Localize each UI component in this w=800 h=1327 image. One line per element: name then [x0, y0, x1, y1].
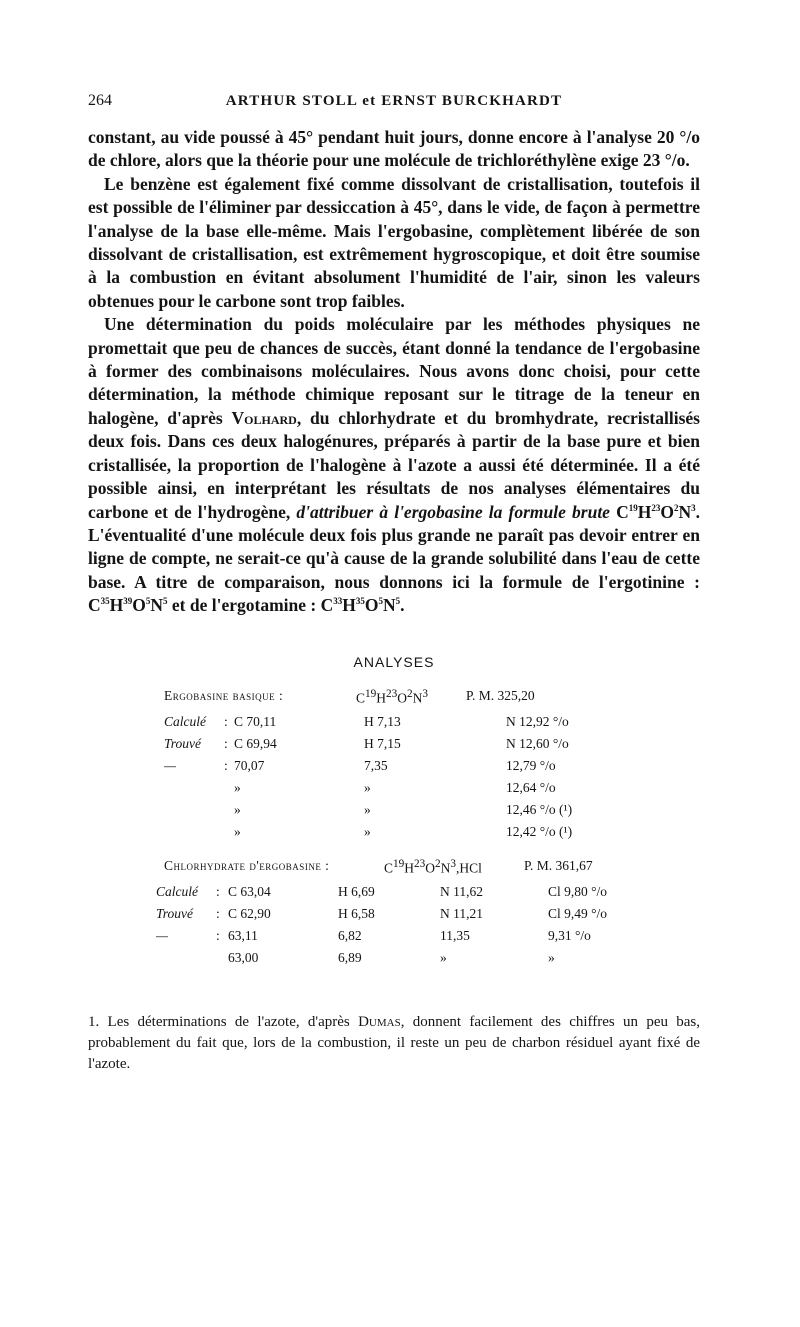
paragraph-3-part-d: et de l'ergotamine :: [171, 595, 317, 616]
table-cell-h: 6,89: [338, 949, 362, 965]
table-1-label: Ergobasine basique :: [164, 687, 284, 703]
table-cell-h: »: [364, 779, 371, 795]
table-cell-label: —: [156, 927, 169, 943]
table-cell-cl: 9,31 °/o: [548, 927, 591, 943]
table-cell-n: 12,64 °/o: [506, 779, 556, 795]
formula-ergotinine: $C^{35}H^{39}O^5N^5$: [88, 595, 168, 616]
table-cell-h: »: [364, 823, 371, 839]
table-cell-c: C 70,11: [234, 713, 277, 729]
table-cell-n: »: [440, 949, 447, 965]
table-cell-c: »: [234, 801, 241, 817]
table-cell-n: 12,46 °/o (¹): [506, 801, 573, 817]
formula-ergotamine: $C^{33}H^{35}O^5N^5$.: [320, 595, 405, 616]
italic-phrase: d'attribuer à l'ergobasine la formule brute: [296, 501, 610, 522]
table-cell-label: —: [164, 757, 177, 773]
table-1-molecular-weight: P. M. 325,20: [466, 687, 535, 703]
table-cell-n: N 12,60 °/o: [506, 735, 569, 751]
table-cell-c: 63,11: [228, 927, 258, 943]
table-cell-cl: Cl 9,80 °/o: [548, 883, 608, 899]
author-dumas: Dumas: [358, 1013, 401, 1030]
table-cell-sep: :: [216, 883, 220, 899]
analysis-table-chlorhydrate: [88, 858, 700, 968]
table-cell-n: 12,79 °/o: [506, 757, 556, 773]
table-cell-c: »: [234, 823, 241, 839]
table-2-formula: $C^{19}H^{23}O^2N^3,HCl$: [384, 857, 482, 876]
table-cell-h: H 6,69: [338, 883, 375, 899]
paragraph-3-part-c: L'éventualité d'une molécule deux fois plus grande ne paraît pas devoir entrer en ligne de compte, ne serait-ce qu'à cause de la grande solubilité dans l'eau de cette base. A titre de comparaison, nous donnons ici la formule de l'ergotinine :: [88, 524, 700, 592]
footnote-marker: 1.: [88, 1013, 100, 1030]
table-cell-h: 6,82: [338, 927, 362, 943]
table-1-formula: $C^{19}H^{23}O^2N^3$: [356, 687, 429, 706]
table-cell-c: C 63,04: [228, 883, 271, 899]
page: [88, 92, 700, 1075]
table-cell-h: »: [364, 801, 371, 817]
table-cell-h: 7,35: [364, 757, 388, 773]
running-title: ARTHUR STOLL et ERNST BURCKHARDT: [225, 93, 563, 109]
analysis-table-ergobasine: [88, 688, 700, 848]
body-text: [88, 126, 700, 618]
footnote-text-b: , donnent facilement des chiffres un peu bas, probablement du fait que, lors de la combustion, il reste un peu de charbon résiduel ayant fixé de l'azote.: [88, 1013, 701, 1072]
table-cell-c: C 69,94: [234, 735, 277, 751]
paragraph-3: [88, 313, 700, 617]
table-cell-sep: :: [224, 757, 228, 773]
table-cell-sep: :: [216, 927, 220, 943]
table-cell-label: Trouvé: [156, 905, 193, 921]
formula-ergobasine: $C^{19}H^{23}O^2N^3$.: [616, 501, 700, 522]
paragraph-2: Le benzène est également fixé comme dissolvant de cristallisation, toutefois il est possible de l'éliminer par dessiccation à 45°, dans le vide, de façon à permettre l'analyse de la base elle-même. Mais l'ergobasine, complètement libérée de son dissolvant de cristallisation, est extrêmement hygroscopique, et doit être soumise à la combustion en évitant absolument l'humidité de l'air, sinon les valeurs obtenues pour le carbone sont trop faibles.: [88, 173, 700, 311]
table-2-molecular-weight: P. M. 361,67: [524, 857, 593, 873]
table-cell-n: 12,42 °/o (¹): [506, 823, 573, 839]
author-volhard: Volhard: [231, 407, 297, 428]
table-cell-sep: :: [224, 735, 228, 751]
footnote: [88, 1012, 700, 1075]
table-cell-cl: Cl 9,49 °/o: [548, 905, 608, 921]
table-cell-n: N 11,62: [440, 883, 483, 899]
page-header: [88, 92, 700, 116]
table-cell-n: N 11,21: [440, 905, 483, 921]
table-cell-h: H 6,58: [338, 905, 375, 921]
table-cell-label: Trouvé: [164, 735, 201, 751]
table-cell-c: 63,00: [228, 949, 259, 965]
table-cell-sep: :: [224, 713, 228, 729]
paragraph-1: constant, au vide poussé à 45° pendant huit jours, donne encore à l'analyse 20 °/o de chlore, alors que la théorie pour une molécule de trichloréthylène exige 23 °/o.: [88, 127, 700, 171]
table-cell-h: H 7,13: [364, 713, 401, 729]
table-cell-c: 70,07: [234, 757, 265, 773]
table-cell-c: C 62,90: [228, 905, 271, 921]
paragraph-3-part-a: Une détermination du poids moléculaire par les méthodes physiques ne promettait que peu de chances de succès, étant donné la tendance de l'ergobasine à former des combinaisons moléculaires. Nous avons donc choisi, pour cette détermination, la méthode chimique reposant sur le titrage de la teneur en halogène, d'après: [88, 314, 700, 428]
table-cell-c: »: [234, 779, 241, 795]
table-cell-sep: :: [216, 905, 220, 921]
table-cell-label: Calculé: [156, 883, 198, 899]
footnote-text-a: Les déterminations de l'azote, d'après: [107, 1013, 350, 1030]
analyses-title: ANALYSES: [353, 653, 435, 670]
paragraph-3-part-b: , du chlorhydrate et du bromhydrate, recristallisés deux fois. Dans ces deux halogénures, préparés à partir de la base pure et bien cristallisée, la proportion de l'halogène à l'azote a aussi été déterminée. Il a été possible ainsi, en interprétant les résultats de nos analyses élémentaires du carbone et de l'hydrogène,: [88, 407, 700, 522]
table-cell-label: Calculé: [164, 713, 206, 729]
table-cell-h: H 7,15: [364, 735, 401, 751]
table-cell-n: N 12,92 °/o: [506, 713, 569, 729]
page-number: 264: [88, 92, 112, 109]
table-cell-n: 11,35: [440, 927, 470, 943]
table-cell-cl: »: [548, 949, 555, 965]
table-2-label: Chlorhydrate d'ergobasine :: [164, 857, 330, 873]
